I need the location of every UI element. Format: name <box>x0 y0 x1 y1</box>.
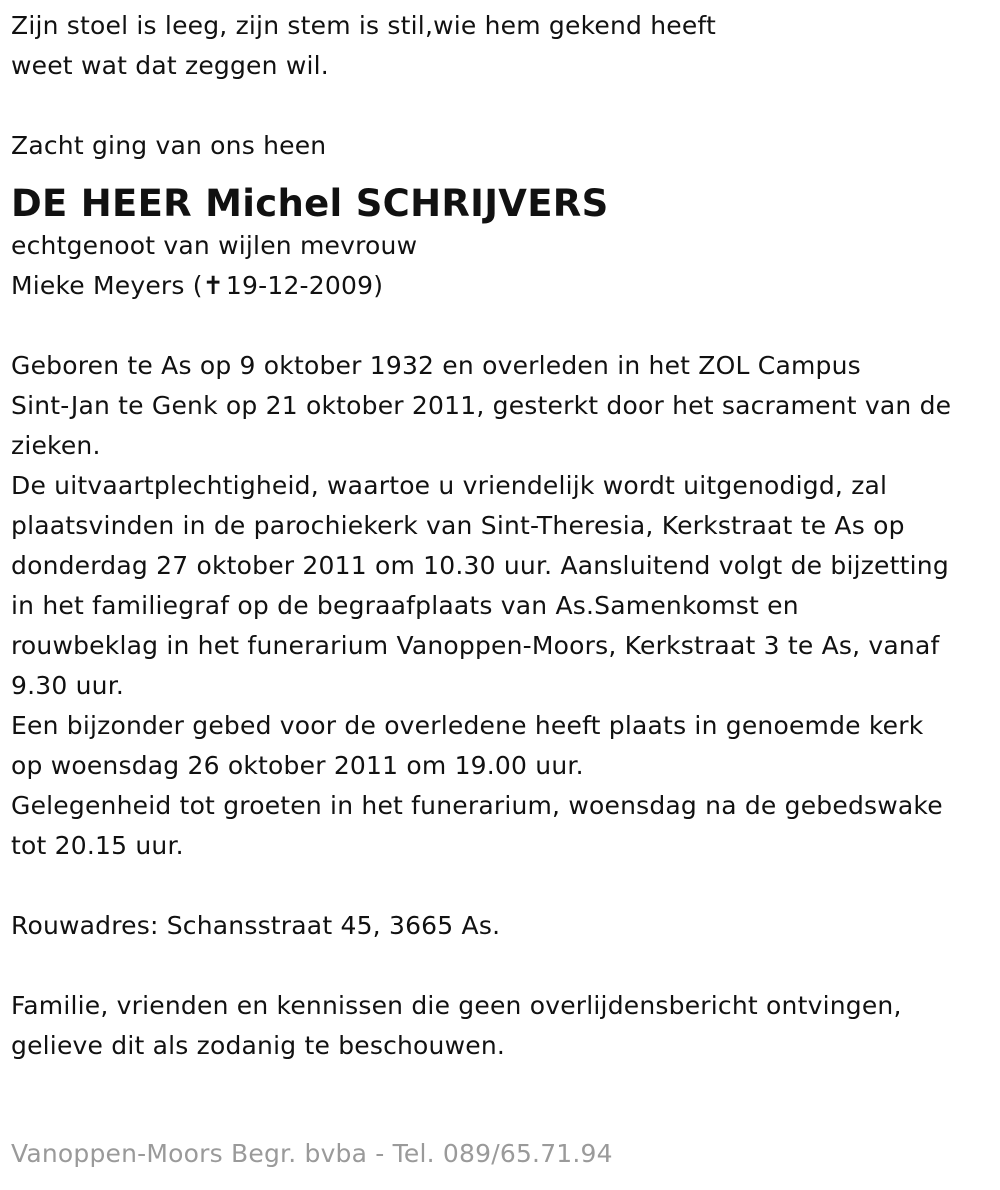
body-line: De uitvaartplechtigheid, waartoe u vriendelijk wordt uitgenodigd, zal <box>11 471 888 500</box>
body-line: rouwbeklag in het funerarium Vanoppen-Moors, Kerkstraat 3 te As, vanaf <box>11 631 940 660</box>
deceased-name: DE HEER Michel SCHRIJVERS <box>11 182 609 225</box>
body-line: Sint-Jan te Genk op 21 oktober 2011, gesterkt door het sacrament van de <box>11 391 952 420</box>
funeral-home-footer: Vanoppen-Moors Begr. bvba - Tel. 089/65.71.94 <box>11 1139 613 1168</box>
body-line: op woensdag 26 oktober 2011 om 19.00 uur. <box>11 751 584 780</box>
body-line: plaatsvinden in de parochiekerk van Sint-Theresia, Kerkstraat te As op <box>11 511 905 540</box>
spacer <box>11 306 990 346</box>
body-line: Gelegenheid tot groeten in het funerarium, woensdag na de gebedswake <box>11 791 943 820</box>
poem-line-1: Zijn stoel is leeg, zijn stem is stil,wie hem gekend heeft <box>11 11 716 40</box>
poem-line-2: weet wat dat zeggen wil. <box>11 51 329 80</box>
spouse-line-2 <box>11 266 990 306</box>
body-line: 9.30 uur. <box>11 671 125 700</box>
body-line: tot 20.15 uur. <box>11 831 184 860</box>
spacer <box>11 86 990 126</box>
spouse-death-date: 19-12-2009) <box>225 271 384 300</box>
body-line: in het familiegraf op de begraafplaats van As.Samenkomst en <box>11 591 799 620</box>
spacer <box>11 946 990 986</box>
spouse-line-1: echtgenoot van wijlen mevrouw <box>11 231 418 260</box>
closing-line-2: gelieve dit als zodanig te beschouwen. <box>11 1031 506 1060</box>
obituary-body <box>11 346 990 866</box>
body-line: Een bijzonder gebed voor de overledene heeft plaats in genoemde kerk <box>11 711 924 740</box>
spacer <box>11 866 990 906</box>
latin-cross-icon: ✝ <box>202 271 224 300</box>
spouse-name: Mieke Meyers ( <box>11 271 203 300</box>
closing-line-1: Familie, vrienden en kennissen die geen overlijdensbericht ontvingen, <box>11 991 902 1020</box>
body-line: zieken. <box>11 431 101 460</box>
body-line: donderdag 27 oktober 2011 om 10.30 uur. Aansluitend volgt de bijzetting <box>11 551 949 580</box>
body-line: Geboren te As op 9 oktober 1932 en overleden in het ZOL Campus <box>11 351 861 380</box>
intro-text: Zacht ging van ons heen <box>11 131 327 160</box>
mourning-address: Rouwadres: Schansstraat 45, 3665 As. <box>11 911 501 940</box>
